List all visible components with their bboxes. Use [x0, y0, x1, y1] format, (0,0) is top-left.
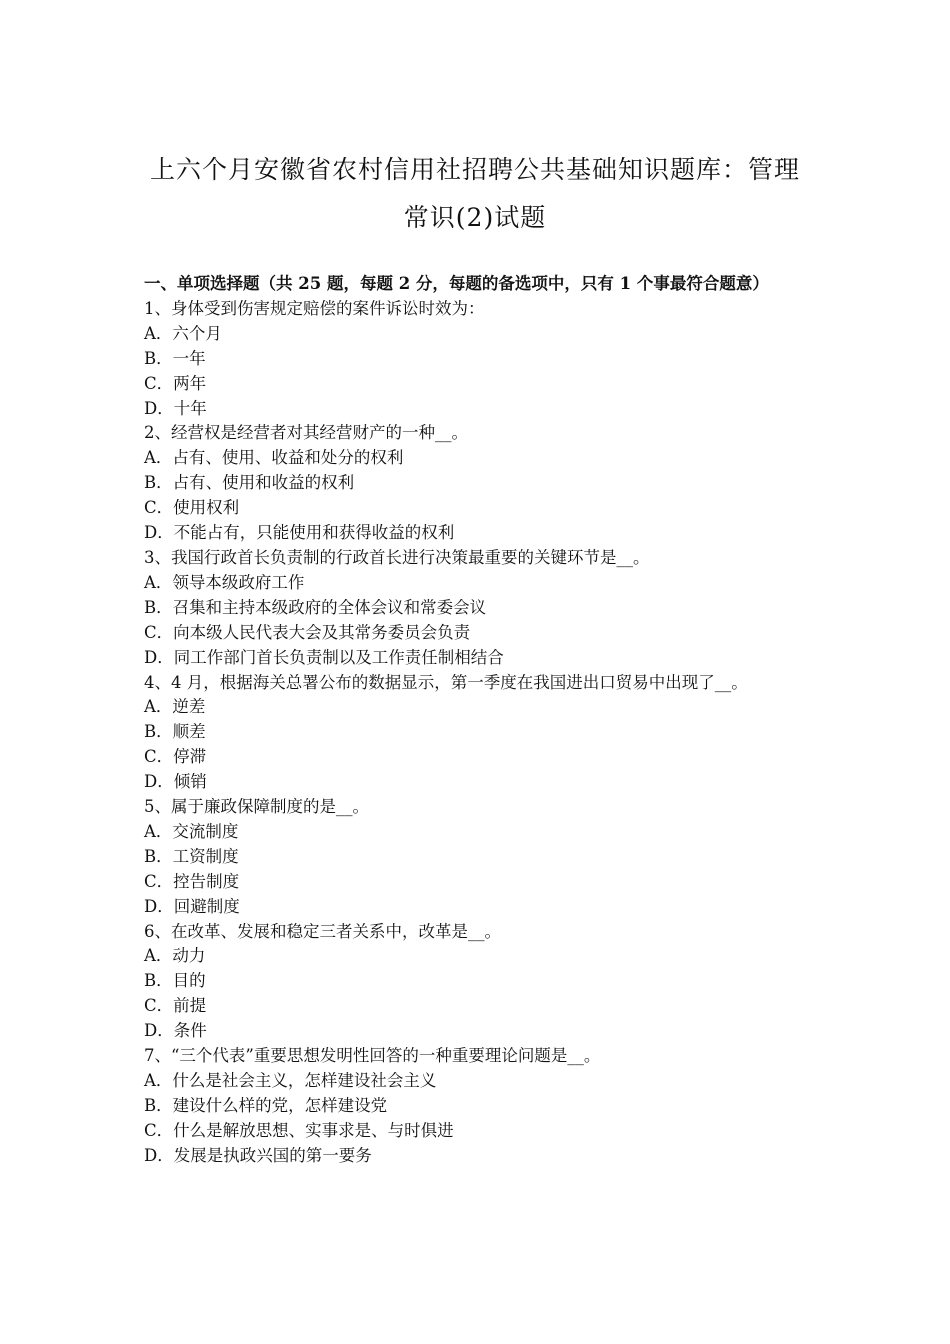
option-c: C．停滞 — [144, 747, 207, 767]
question-2 — [144, 421, 814, 546]
option-b: B．一年 — [144, 348, 206, 368]
question-3 — [144, 546, 814, 671]
option-b: B．占有、使用和收益的权利 — [144, 473, 355, 493]
question-text: 7、“三个代表”重要思想发明性回答的一种重要理论问题是__。 — [144, 1046, 601, 1066]
option-b: B．工资制度 — [144, 846, 239, 866]
question-1 — [144, 297, 814, 422]
option-a: A．动力 — [144, 946, 206, 966]
document-body — [144, 272, 814, 1169]
option-c: C．向本级人民代表大会及其常务委员会负责 — [144, 622, 471, 642]
option-c: C．两年 — [144, 373, 207, 393]
option-d: D．条件 — [144, 1021, 207, 1041]
title-line-1: 上六个月安徽省农村信用社招聘公共基础知识题库：管理 — [149, 155, 800, 184]
option-a: A．什么是社会主义，怎样建设社会主义 — [144, 1071, 437, 1090]
section-heading: 一、单项选择题（共 25 题，每题 2 分，每题的备选项中，只有 1 个事最符合题意） — [144, 274, 769, 293]
question-text: 1、身体受到伤害规定赔偿的案件诉讼时效为： — [144, 298, 485, 318]
option-d: D．不能占有，只能使用和获得收益的权利 — [144, 523, 455, 543]
question-4 — [144, 671, 814, 796]
option-b: B．召集和主持本级政府的全体会议和常委会议 — [144, 597, 487, 617]
question-text: 3、我国行政首长负责制的行政首长进行决策最重要的关键环节是__。 — [144, 547, 650, 567]
option-a: A．交流制度 — [144, 821, 239, 841]
option-b: B．建设什么样的党，怎样建设党 — [144, 1095, 388, 1115]
question-text: 6、在改革、发展和稳定三者关系中，改革是__。 — [144, 921, 501, 941]
question-5 — [144, 795, 814, 920]
option-d: D．回避制度 — [144, 896, 240, 916]
option-a: A．领导本级政府工作 — [144, 572, 305, 592]
option-d: D．同工作部门首长负责制以及工作责任制相结合 — [144, 647, 504, 667]
option-a: A．六个月 — [144, 323, 222, 343]
question-text: 4、4 月，根据海关总署公布的数据显示，第一季度在我国进出口贸易中出现了__。 — [144, 672, 748, 692]
question-6 — [144, 920, 814, 1045]
question-7 — [144, 1044, 814, 1169]
question-text: 5、属于廉政保障制度的是__。 — [144, 797, 369, 817]
option-c: C．使用权利 — [144, 498, 240, 518]
title-line-2: 常识(2)试题 — [403, 203, 547, 232]
option-d: D．发展是执政兴国的第一要务 — [144, 1145, 372, 1165]
document-title — [120, 146, 830, 242]
option-c: C．前提 — [144, 996, 207, 1016]
question-text: 2、经营权是经营者对其经营财产的一种__。 — [144, 423, 468, 443]
option-a: A．逆差 — [144, 697, 206, 717]
option-b: B．顺差 — [144, 722, 206, 742]
option-b: B．目的 — [144, 971, 206, 991]
option-d: D．倾销 — [144, 772, 207, 792]
option-c: C．控告制度 — [144, 871, 240, 891]
option-a: A．占有、使用、收益和处分的权利 — [144, 448, 404, 468]
option-d: D．十年 — [144, 398, 207, 418]
option-c: C．什么是解放思想、实事求是、与时俱进 — [144, 1120, 454, 1140]
